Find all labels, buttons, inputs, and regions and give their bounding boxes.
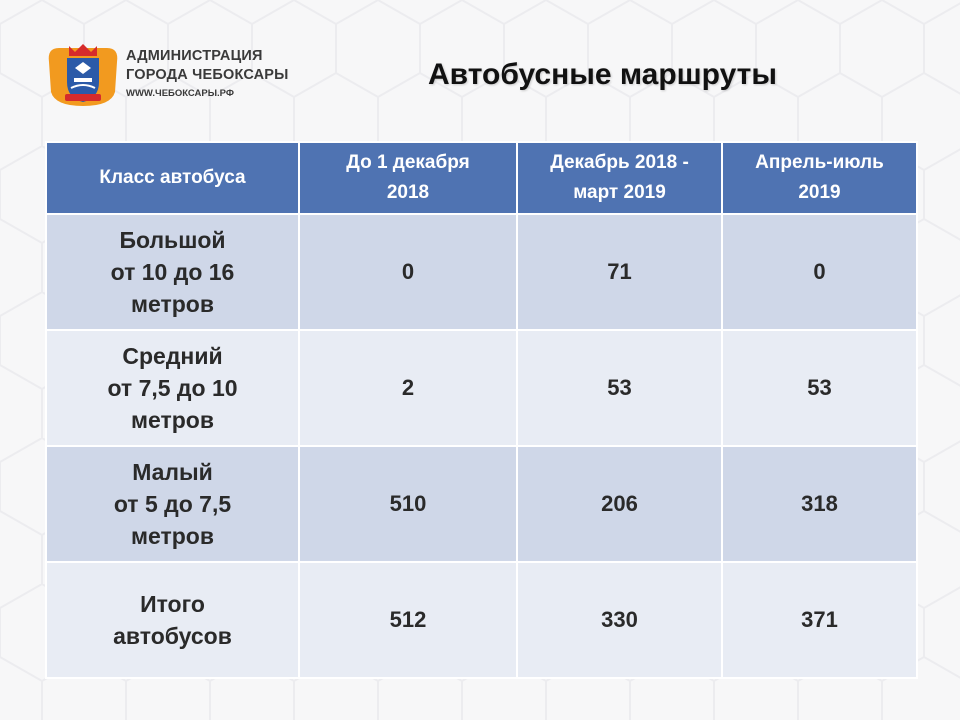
table-row [46, 446, 917, 562]
table-header-row [46, 142, 917, 214]
table-cell: 371 [722, 562, 917, 678]
row-label: Малый от 5 до 7,5 метров [46, 446, 299, 562]
slide-header [0, 0, 960, 140]
table-cell: 512 [299, 562, 517, 678]
table-cell: 0 [299, 214, 517, 330]
column-header-dec-2018-mar-2019: Декабрь 2018 - март 2019 [517, 142, 722, 214]
org-name-line-1: АДМИНИСТРАЦИЯ [126, 48, 263, 64]
table-cell: 71 [517, 214, 722, 330]
table-cell: 206 [517, 446, 722, 562]
table-cell: 510 [299, 446, 517, 562]
column-header-bus-class: Класс автобуса [46, 142, 299, 214]
row-label: Итого автобусов [46, 562, 299, 678]
table-row [46, 214, 917, 330]
table-cell: 53 [722, 330, 917, 446]
table-row [46, 330, 917, 446]
bus-routes-table [45, 141, 918, 679]
column-header-apr-jul-2019: Апрель-июль 2019 [722, 142, 917, 214]
table-cell: 318 [722, 446, 917, 562]
city-coat-of-arms-icon [45, 44, 121, 108]
organization-name [126, 47, 289, 101]
org-website: WWW.ЧЕБОКСАРЫ.РФ [126, 88, 234, 99]
table-cell: 2 [299, 330, 517, 446]
table-cell: 0 [722, 214, 917, 330]
org-name-line-2: ГОРОДА ЧЕБОКСАРЫ [126, 67, 289, 83]
page-title: Автобусные маршруты [428, 58, 777, 91]
table-cell: 330 [517, 562, 722, 678]
column-header-before-dec-2018: До 1 декабря 2018 [299, 142, 517, 214]
row-label: Средний от 7,5 до 10 метров [46, 330, 299, 446]
row-label: Большой от 10 до 16 метров [46, 214, 299, 330]
table-row-total [46, 562, 917, 678]
table-cell: 53 [517, 330, 722, 446]
